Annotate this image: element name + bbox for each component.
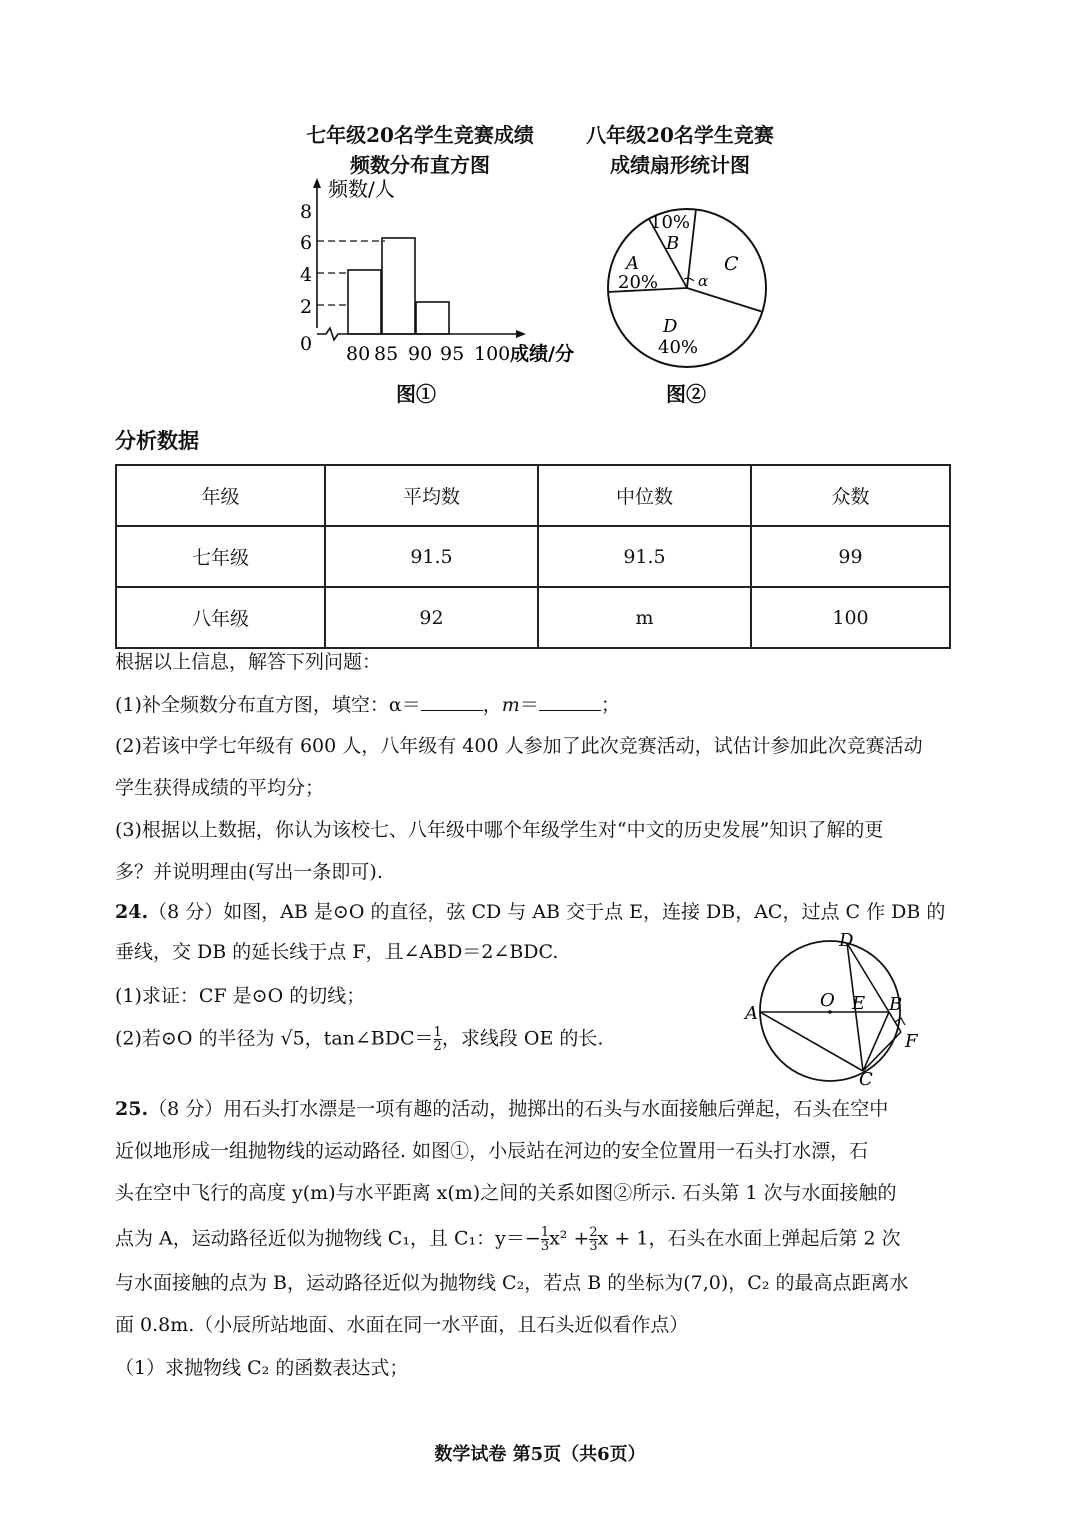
q23-part3-line2: 多？并说明理由(写出一条即可). — [115, 861, 383, 883]
table-row — [116, 526, 950, 587]
page-footer: 数学试卷 第5页（共6页） — [434, 1444, 646, 1465]
figure2-caption: 图② — [666, 382, 706, 406]
table-row — [116, 587, 950, 648]
analysis-heading: 分析数据 — [115, 428, 199, 453]
q23-part3-line1: (3)根据以上数据，你认为该校七、八年级中哪个年级学生对“中文的历史发展”知识了解的更 — [115, 819, 884, 841]
y-tick-0: 0 — [300, 333, 313, 355]
alpha-angle-arc — [684, 278, 694, 281]
fraction-numerator: 2 — [589, 1225, 598, 1240]
q25-line1 — [115, 1097, 965, 1121]
q23-part2-line2: 学生获得成绩的平均分； — [115, 777, 325, 799]
point-c-label: C — [859, 1069, 873, 1090]
alpha-label: α — [698, 272, 709, 290]
x-axis-arrow — [516, 330, 526, 338]
histogram-bar-85-90 — [382, 238, 415, 334]
x-tick-95: 95 — [440, 343, 465, 365]
header-cell-mode: 众数 — [751, 465, 950, 526]
pie-title-line1: 八年级20名学生竞赛 — [586, 123, 774, 147]
q23-part1-sep: ， — [482, 694, 502, 716]
q25-line4-text-a: 点为 A，运动路径近似为抛物线 C₁，且 C₁：y＝− — [115, 1227, 541, 1250]
point-a-label: A — [745, 1003, 758, 1024]
histogram-bars — [348, 238, 449, 334]
table-cell: 91.5 — [538, 526, 751, 587]
q23-part1-m: m — [501, 694, 520, 716]
y-tick-2: 2 — [300, 296, 313, 318]
slice-c-label: C — [724, 253, 739, 275]
q25-line3: 头在空中飞行的高度 y(m)与水平距离 x(m)之间的关系如图②所示. 石头第 1 次与水面接触的 — [115, 1182, 897, 1204]
q25-line6: 面 0.8m.（小辰所站地面、水面在同一水平面，且石头近似看作点） — [115, 1314, 689, 1336]
q23-part1 — [115, 692, 965, 717]
slice-d-percent: 40% — [658, 337, 699, 358]
alpha-answer-blank[interactable] — [421, 692, 483, 711]
m-answer-blank[interactable] — [539, 692, 601, 711]
pie-sector-line-cd — [687, 288, 763, 312]
q24-part1: (1)求证：CF 是⊙O 的切线； — [115, 985, 366, 1007]
slice-b-label: B — [666, 233, 680, 254]
x-axis-label: 成绩/分 — [510, 343, 574, 365]
q24-fraction — [434, 1026, 442, 1053]
q24-line2: 垂线，交 DB 的延长线于点 F，且∠ABD＝2∠BDC. — [115, 941, 559, 963]
circle-geometry-figure — [735, 925, 935, 1090]
x-tick-85: 85 — [374, 343, 399, 365]
q25-fraction-2 — [589, 1226, 597, 1253]
slice-d-label: D — [663, 316, 678, 337]
q23-part1-eq: ＝ — [519, 694, 539, 716]
segment-ac — [760, 1012, 863, 1071]
header-cell-median: 中位数 — [538, 465, 751, 526]
y-axis-label: 频数/人 — [328, 177, 395, 201]
q25-line1-text: （8 分）用石头打水漂是一项有趣的活动，抛掷出的石头与水面接触后弹起，石头在空中 — [148, 1098, 889, 1120]
q24-part2-end: ，求线段 OE 的长. — [441, 1027, 604, 1050]
y-tick-4: 4 — [300, 264, 313, 286]
q25-line5: 与水面接触的点为 B，运动路径近似为抛物线 C₂，若点 B 的坐标为(7,0)，C₂ 的最高点距离水 — [115, 1272, 909, 1294]
q24-line1 — [115, 900, 965, 924]
slice-a-label: A — [626, 253, 639, 274]
table-cell: 92 — [325, 587, 538, 648]
fraction-numerator: 1 — [540, 1225, 550, 1240]
table-cell: 91.5 — [325, 526, 538, 587]
point-f-label: F — [905, 1031, 918, 1052]
table-cell: 100 — [751, 587, 950, 648]
q25-line2: 近似地形成一组抛物线的运动路径. 如图①，小辰站在河边的安全位置用一石头打水漂，石 — [115, 1140, 869, 1162]
q24-line1-text: （8 分）如图，AB 是⊙O 的直径，弦 CD 与 AB 交于点 E，连接 DB，AC，过点 C 作 DB 的 — [148, 901, 946, 923]
slice-a-percent: 20% — [618, 272, 659, 293]
point-d-label: D — [839, 930, 854, 951]
pie-chart — [600, 200, 780, 380]
header-cell-mean: 平均数 — [325, 465, 538, 526]
q23-part1-text: (1)补全频数分布直方图，填空：α＝ — [115, 694, 421, 716]
table-cell: 八年级 — [116, 587, 325, 648]
q25-line4 — [115, 1226, 965, 1253]
histogram-title-line1: 七年级20名学生竞赛成绩 — [306, 123, 534, 147]
q23-intro: 根据以上信息，解答下列问题： — [115, 651, 382, 673]
x-tick-100: 100 — [474, 343, 511, 365]
histogram-title-line2: 频数分布直方图 — [350, 153, 490, 177]
q25-line4-text-b: x² + — [549, 1227, 590, 1250]
point-e-label: E — [852, 993, 866, 1014]
header-cell-grade: 年级 — [116, 465, 325, 526]
q25-part1: （1）求抛物线 C₂ 的函数表达式； — [115, 1357, 409, 1379]
pie-title-line2: 成绩扇形统计图 — [610, 153, 750, 177]
q24-number: 24. — [115, 901, 149, 923]
histogram-bar-80-85 — [348, 270, 381, 334]
table-cell: 七年级 — [116, 526, 325, 587]
fraction-numerator: 1 — [433, 1025, 442, 1040]
segment-cf — [863, 1032, 901, 1071]
fraction-denominator: 2 — [433, 1039, 442, 1054]
q24-part2-text: (2)若⊙O 的半径为 √5，tan∠BDC＝ — [115, 1027, 434, 1050]
q25-number: 25. — [115, 1098, 149, 1120]
table-cell: m — [538, 587, 751, 648]
table-header-row — [116, 465, 950, 526]
q25-fraction-1 — [541, 1226, 549, 1253]
q23-part1-end: ； — [600, 694, 620, 716]
y-axis-arrow — [313, 178, 321, 188]
analysis-table — [115, 464, 951, 649]
histogram-bar-90-95 — [416, 302, 449, 334]
table-cell: 99 — [751, 526, 950, 587]
point-o-label: O — [820, 990, 835, 1011]
x-tick-90: 90 — [408, 343, 433, 365]
slice-b-percent: 10% — [650, 212, 691, 233]
q23-part2-line1: (2)若该中学七年级有 600 人，八年级有 400 人参加了此次竞赛活动，试估计参加此次竞赛活动 — [115, 735, 923, 757]
fraction-denominator: 3 — [589, 1239, 598, 1254]
fraction-denominator: 3 — [540, 1239, 550, 1254]
y-tick-6: 6 — [300, 232, 313, 254]
x-tick-80: 80 — [346, 343, 371, 365]
y-tick-8: 8 — [300, 201, 313, 223]
segment-cb — [863, 1012, 889, 1071]
point-b-label: B — [889, 994, 903, 1015]
histogram-chart — [290, 172, 590, 372]
figure1-caption: 图① — [396, 382, 436, 406]
q25-line4-text-c: x + 1，石头在水面上弹起后第 2 次 — [597, 1227, 901, 1250]
